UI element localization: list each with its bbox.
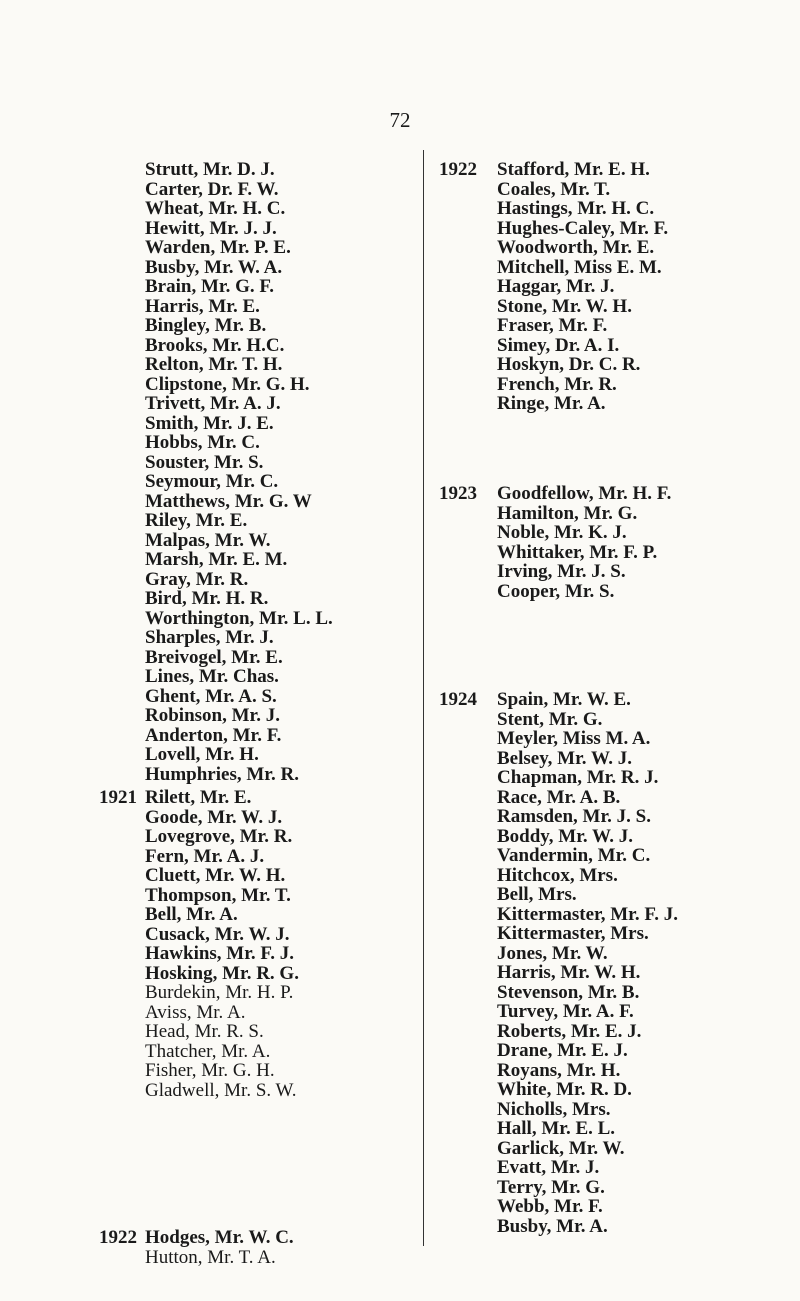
column-divider xyxy=(423,150,424,1246)
name-entry: Wheat, Mr. H. C. xyxy=(145,198,286,219)
name-entry: Hosking, Mr. R. G. xyxy=(145,962,299,984)
name-entry: Hall, Mr. E. L. xyxy=(497,1118,616,1139)
name-entry: Brain, Mr. G. F. xyxy=(145,276,274,297)
name-entry: Gray, Mr. R. xyxy=(145,568,249,590)
name-entry: Cluett, Mr. W. H. xyxy=(145,865,286,886)
name-entry: Marsh, Mr. E. M. xyxy=(145,549,288,570)
name-entry: Hewitt, Mr. J. J. xyxy=(145,217,277,239)
year-1922-left-heading: 1922 xyxy=(99,1227,137,1248)
name-entry: Bingley, Mr. B. xyxy=(145,315,267,336)
name-entry: Noble, Mr. K. J. xyxy=(497,522,627,543)
name-entry: Stevenson, Mr. B. xyxy=(497,981,640,1003)
name-entry: Terry, Mr. G. xyxy=(497,1176,605,1198)
year-1924-heading: 1924 xyxy=(439,689,477,710)
name-entry: Warden, Mr. P. E. xyxy=(145,237,291,258)
name-entry: Busby, Mr. A. xyxy=(497,1215,608,1237)
name-entry: Ringe, Mr. A. xyxy=(497,393,606,414)
name-entry: Fisher, Mr. G. H. xyxy=(145,1060,275,1081)
year-1922-right-heading: 1922 xyxy=(439,159,477,180)
name-entry: Turvey, Mr. A. F. xyxy=(497,1001,634,1022)
name-entry: Busby, Mr. W. A. xyxy=(145,256,283,278)
name-entry: Hamilton, Mr. G. xyxy=(497,502,638,524)
name-entry: Spain, Mr. W. E. xyxy=(497,689,631,710)
name-entry: Brooks, Mr. H.C. xyxy=(145,334,285,356)
name-entry: French, Mr. R. xyxy=(497,373,617,395)
name-entry: Souster, Mr. S. xyxy=(145,451,264,473)
name-entry: Hutton, Mr. T. A. xyxy=(145,1246,276,1268)
name-entry: Stone, Mr. W. H. xyxy=(497,295,632,317)
name-entry: Aviss, Mr. A. xyxy=(145,1001,246,1023)
name-entry: Fern, Mr. A. J. xyxy=(145,845,265,867)
name-entry: Rilett, Mr. E. xyxy=(145,787,252,808)
name-entry: Ghent, Mr. A. S. xyxy=(145,685,277,707)
name-entry: Harris, Mr. W. H. xyxy=(497,962,641,983)
name-entry: Irving, Mr. J. S. xyxy=(497,561,626,582)
name-entry: Fraser, Mr. F. xyxy=(497,315,608,336)
year-1924-name-list xyxy=(497,690,678,1236)
name-entry: Race, Mr. A. B. xyxy=(497,786,621,808)
name-entry: Cooper, Mr. S. xyxy=(497,580,615,602)
name-entry: Drane, Mr. E. J. xyxy=(497,1040,628,1061)
year-1923-name-list xyxy=(497,484,671,601)
name-entry: Sharples, Mr. J. xyxy=(145,627,274,648)
year-1921-heading: 1921 xyxy=(99,787,137,808)
name-entry: Bird, Mr. H. R. xyxy=(145,588,269,609)
name-entry: Kittermaster, Mrs. xyxy=(497,923,649,944)
name-entry: Hastings, Mr. H. C. xyxy=(497,198,655,219)
name-entry: Thatcher, Mr. A. xyxy=(145,1040,271,1062)
name-entry: Head, Mr. R. S. xyxy=(145,1021,264,1042)
name-entry: Haggar, Mr. J. xyxy=(497,276,615,297)
name-entry: Lovegrove, Mr. R. xyxy=(145,826,293,847)
name-entry: Hawkins, Mr. F. J. xyxy=(145,943,295,964)
name-entry: Stent, Mr. G. xyxy=(497,708,603,730)
name-entry: Boddy, Mr. W. J. xyxy=(497,825,634,847)
name-entry: Trivett, Mr. A. J. xyxy=(145,393,281,414)
name-entry: Lines, Mr. Chas. xyxy=(145,666,279,687)
name-entry: Gladwell, Mr. S. W. xyxy=(145,1079,297,1101)
name-entry: Hughes-Caley, Mr. F. xyxy=(497,217,669,239)
name-entry: Mitchell, Miss E. M. xyxy=(497,256,662,278)
name-entry: Clipstone, Mr. G. H. xyxy=(145,373,310,395)
name-entry: Carter, Dr. F. W. xyxy=(145,178,279,200)
name-entry: Strutt, Mr. D. J. xyxy=(145,159,275,180)
page-number: 72 xyxy=(389,108,411,132)
name-entry: Webb, Mr. F. xyxy=(497,1196,603,1217)
name-entry: Coales, Mr. T. xyxy=(497,178,611,200)
name-entry: Ramsden, Mr. J. S. xyxy=(497,806,651,827)
name-entry: Relton, Mr. T. H. xyxy=(145,354,283,375)
name-entry: Goodfellow, Mr. H. F. xyxy=(497,483,672,504)
name-entry: Lovell, Mr. H. xyxy=(145,744,259,765)
name-entry: Hodges, Mr. W. C. xyxy=(145,1227,294,1248)
name-entry: Vandermin, Mr. C. xyxy=(497,845,651,866)
name-entry: Kittermaster, Mr. F. J. xyxy=(497,903,678,925)
name-entry: Breivogel, Mr. E. xyxy=(145,646,283,668)
name-entry: Bell, Mr. A. xyxy=(145,904,238,925)
name-entry: Seymour, Mr. C. xyxy=(145,471,279,492)
name-entry: Matthews, Mr. G. W xyxy=(145,490,312,512)
name-entry: Garlick, Mr. W. xyxy=(497,1137,625,1159)
name-entry: Meyler, Miss M. A. xyxy=(497,728,651,749)
name-entry: Jones, Mr. W. xyxy=(497,942,608,964)
year-1922-left-name-list xyxy=(145,1228,294,1267)
name-entry: Cusack, Mr. W. J. xyxy=(145,923,290,945)
name-entry: Roberts, Mr. E. J. xyxy=(497,1020,642,1042)
name-entry: Anderton, Mr. F. xyxy=(145,724,282,746)
name-entry: Hitchcox, Mrs. xyxy=(497,864,618,886)
name-entry: Hoskyn, Dr. C. R. xyxy=(497,354,641,375)
name-entry: Chapman, Mr. R. J. xyxy=(497,767,659,788)
name-entry: Riley, Mr. E. xyxy=(145,510,248,531)
name-entry: Malpas, Mr. W. xyxy=(145,529,271,551)
name-entry: Harris, Mr. E. xyxy=(145,295,260,317)
year-1922-right-name-list xyxy=(497,160,668,414)
name-entry: Goode, Mr. W. J. xyxy=(145,806,283,828)
name-entry: Bell, Mrs. xyxy=(497,884,577,905)
year-1923-heading: 1923 xyxy=(439,483,477,504)
name-entry: Smith, Mr. J. E. xyxy=(145,412,274,434)
name-entry: Thompson, Mr. T. xyxy=(145,884,291,906)
name-entry: Hobbs, Mr. C. xyxy=(145,432,260,453)
name-entry: Simey, Dr. A. I. xyxy=(497,334,620,356)
name-entry: Nicholls, Mrs. xyxy=(497,1098,611,1120)
name-entry: Woodworth, Mr. E. xyxy=(497,237,655,258)
name-entry: Burdekin, Mr. H. P. xyxy=(145,982,294,1003)
continued-name-list xyxy=(145,160,333,784)
name-entry: Worthington, Mr. L. L. xyxy=(145,607,333,629)
name-entry: Royans, Mr. H. xyxy=(497,1059,621,1081)
name-entry: Stafford, Mr. E. H. xyxy=(497,159,650,180)
name-entry: Belsey, Mr. W. J. xyxy=(497,747,632,769)
name-entry: Evatt, Mr. J. xyxy=(497,1157,600,1178)
name-entry: Humphries, Mr. R. xyxy=(145,763,299,785)
name-entry: Robinson, Mr. J. xyxy=(145,705,280,726)
name-entry: Whittaker, Mr. F. P. xyxy=(497,541,658,563)
name-entry: White, Mr. R. D. xyxy=(497,1079,632,1100)
year-1921-name-list xyxy=(145,788,299,1100)
